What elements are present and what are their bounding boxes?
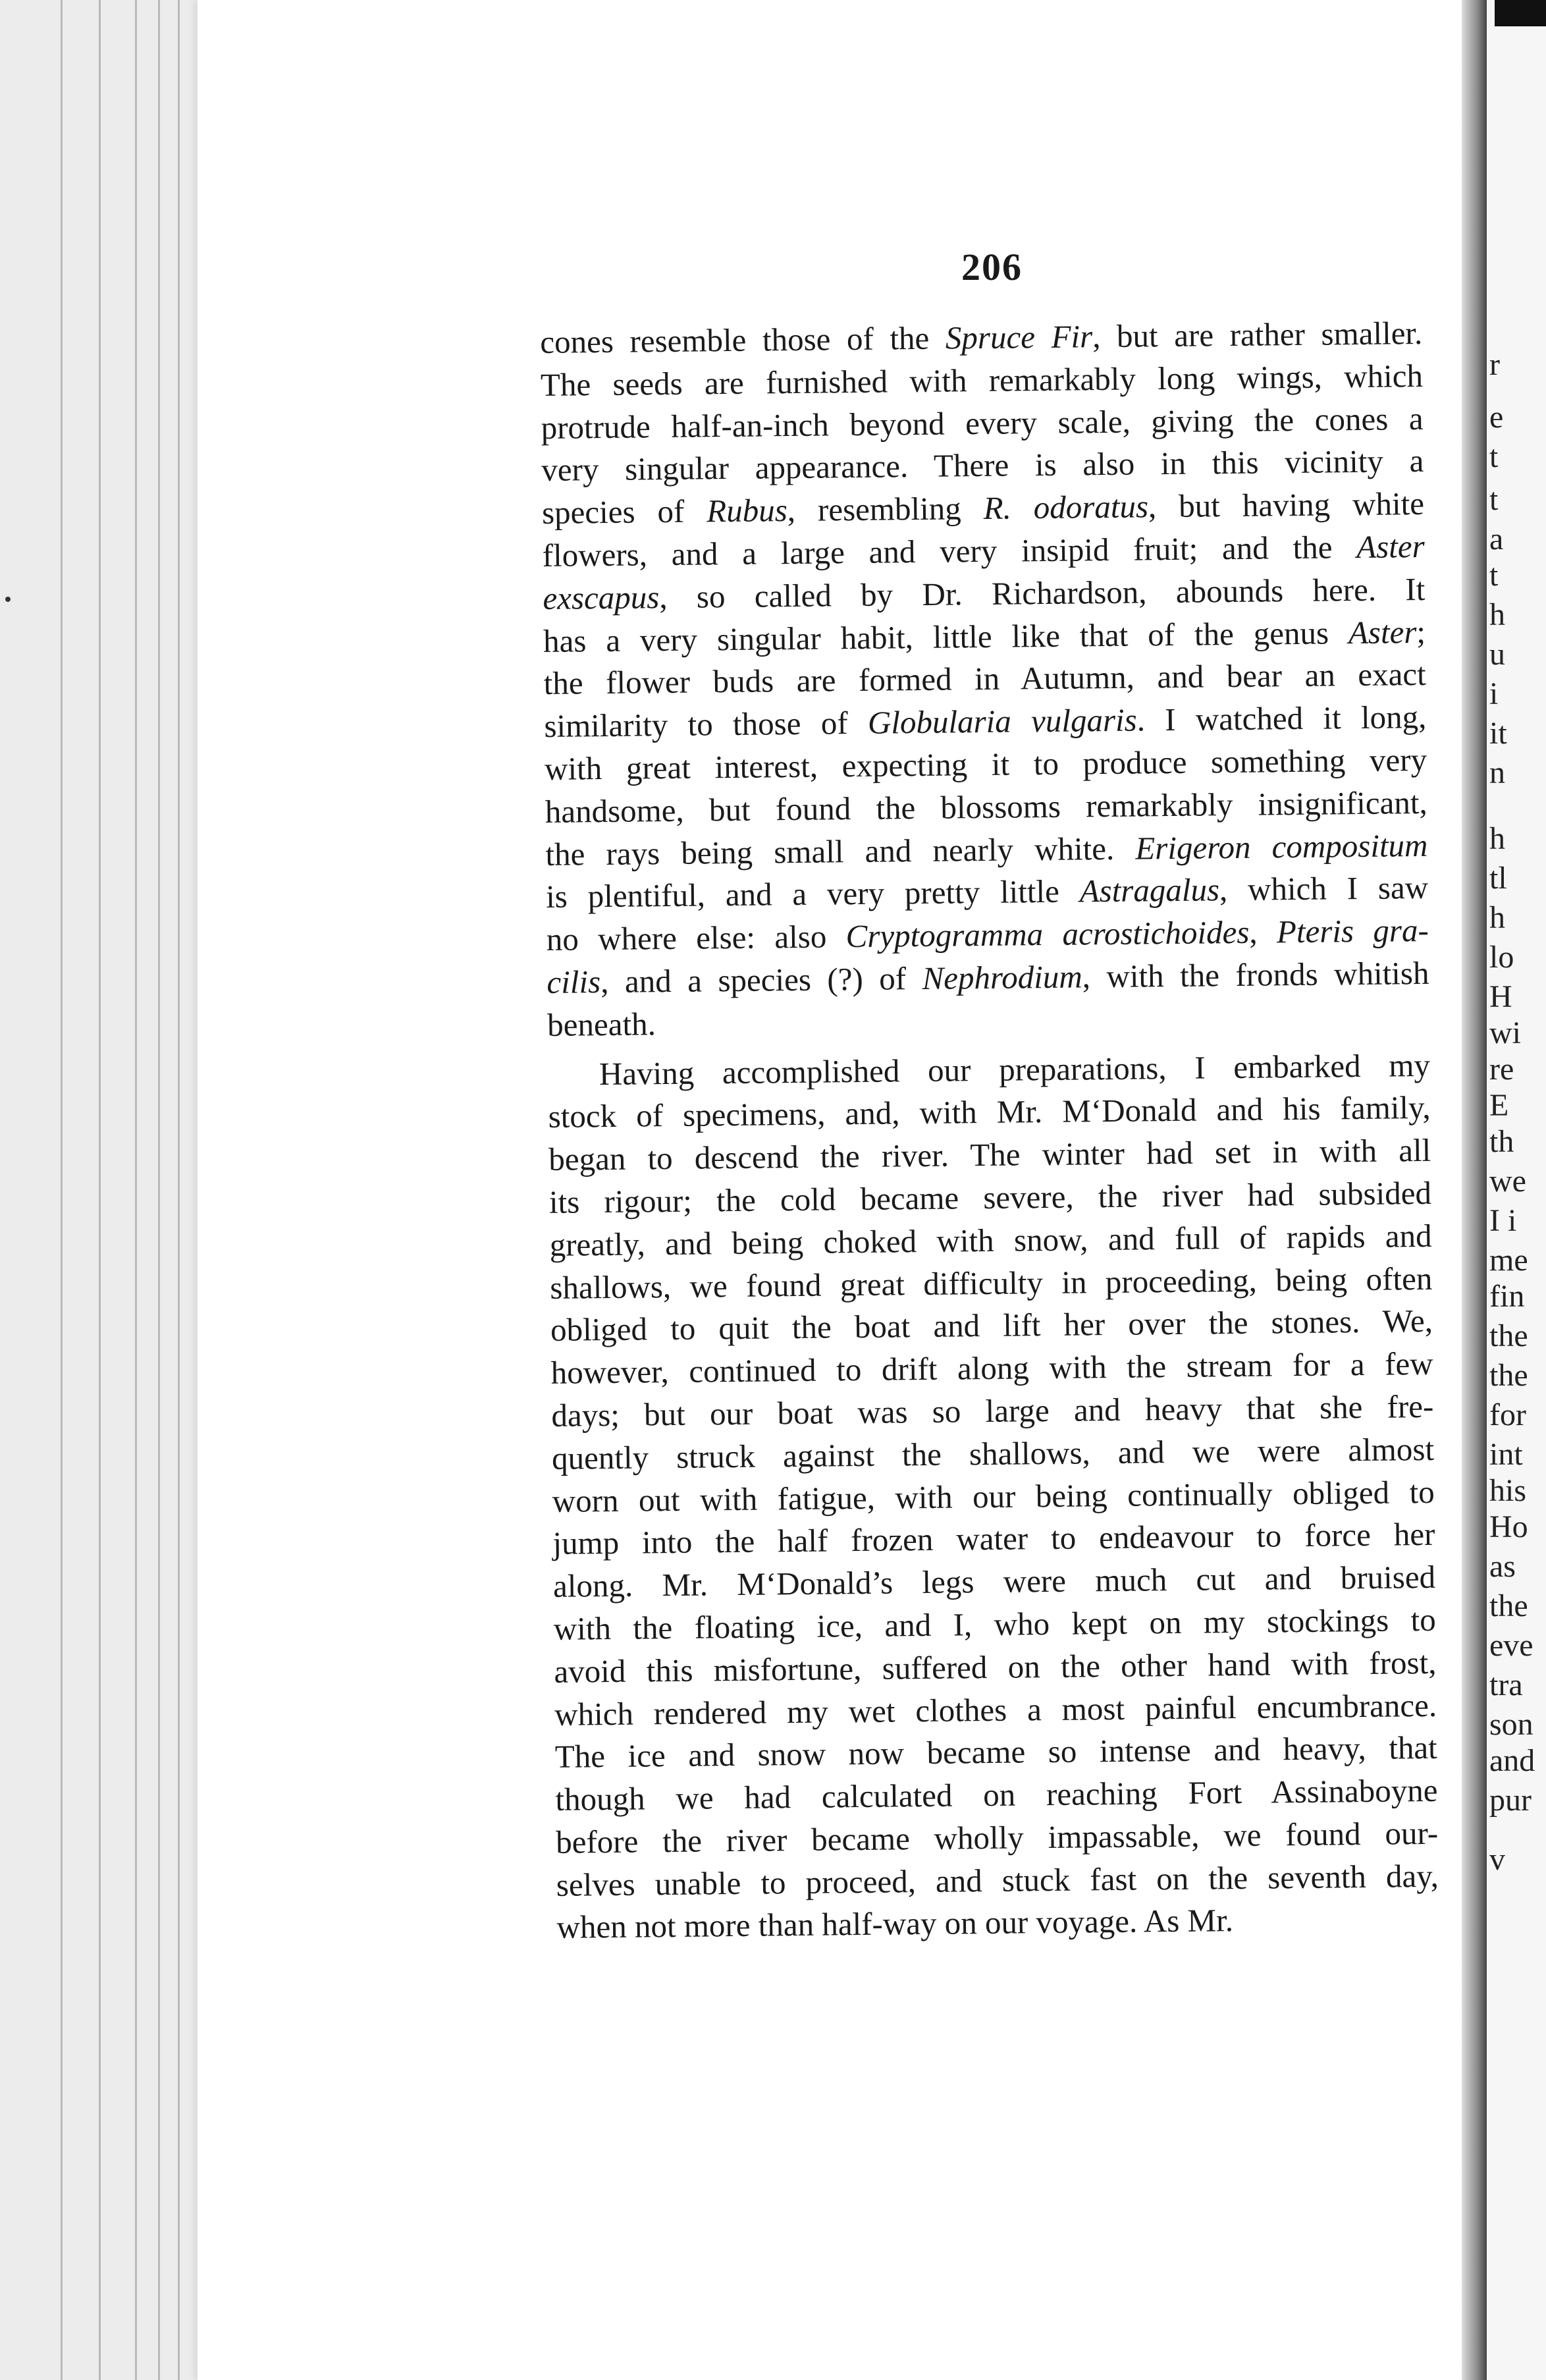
text-line: The seeds are furnished with remarkably long wings, which: [540, 357, 1424, 403]
text-line: however, continued to drift along with the stream for a few: [550, 1345, 1433, 1392]
text-line: though we had calculated on reaching Fort Assinaboyne: [555, 1771, 1438, 1818]
adjacent-page: [1487, 0, 1546, 2380]
adjacent-page-fragment: eve: [1489, 1628, 1533, 1663]
text-line: flowers, and a large and very insipid fruit; and the Aster: [542, 527, 1425, 574]
adjacent-page-fragment: i: [1489, 676, 1499, 711]
paragraph: [540, 312, 1429, 1047]
text-line: has a very singular habit, little like that of the genus Aster;: [543, 613, 1426, 659]
text-line: worn out with fatigue, with our being continually obliged to: [552, 1473, 1435, 1519]
adjacent-page-fragment: the: [1489, 1588, 1528, 1623]
italic-term: Aster: [1348, 613, 1417, 651]
text-line: days; but our boat was so large and heavy that she fre-: [551, 1388, 1434, 1434]
text-line: exscapus, so called by Dr. Richardson, abounds here. It: [543, 570, 1426, 616]
adjacent-page-fragment: the: [1489, 1318, 1528, 1353]
text-line: similarity to those of Globularia vulgaris. I watched it long,: [544, 699, 1427, 745]
italic-term: Nephrodium: [922, 958, 1083, 996]
italic-term: Erigeron compositum: [1135, 826, 1428, 867]
italic-term: Globularia vulgaris: [867, 701, 1137, 741]
adjacent-page-fragment: his: [1489, 1473, 1527, 1508]
text-line: handsome, but found the blossoms remarkably insignificant,: [545, 784, 1428, 830]
italic-term: Aster: [1356, 527, 1425, 566]
text-line: when not more than half-way on our voyage. As Mr.: [556, 1902, 1234, 1946]
adjacent-page-fragment: n: [1489, 755, 1505, 790]
text-line: its rigour; the cold became severe, the river had subsided: [548, 1174, 1432, 1220]
text-line: the rays being small and nearly white. Erigeron compositum: [545, 826, 1428, 873]
italic-term: Pteris gra-: [1276, 912, 1429, 950]
italic-term: exscapus: [543, 578, 660, 616]
page-edge-line: [61, 0, 63, 2380]
text-line: selves unable to proceed, and stuck fast on the seventh day,: [556, 1857, 1439, 1903]
text-line: cilis, and a species (?) of Nephrodium, with the fronds whitish: [546, 954, 1429, 1000]
adjacent-page-fragment: a: [1489, 522, 1504, 556]
page-edge-line: [99, 0, 101, 2380]
text-line: with great interest, expecting it to produce something very: [544, 741, 1427, 787]
italic-term: Rubus: [706, 492, 788, 529]
text-line: species of Rubus, resembling R. odoratus, but having white: [541, 485, 1425, 531]
text-line: the flower buds are formed in Autumn, and bear an exact: [543, 656, 1426, 702]
text-line: with the floating ice, and I, who kept on my stockings to: [553, 1601, 1437, 1647]
adjacent-page-fragment: the: [1489, 1358, 1528, 1393]
text-line: stock of specimens, and, with Mr. M‘Donald and his family,: [548, 1089, 1431, 1135]
text-line: is plentiful, and a very pretty little Astragalus, which I saw: [545, 869, 1429, 915]
adjacent-page-fragment: t: [1489, 558, 1499, 593]
stray-mark: [5, 597, 11, 602]
page-number: 206: [961, 246, 1023, 288]
italic-term: Astragalus: [1079, 871, 1220, 909]
adjacent-page-fragment: t: [1489, 482, 1499, 517]
adjacent-page-fragment: it: [1489, 716, 1507, 751]
adjacent-page-fragment: tra: [1489, 1667, 1523, 1702]
text-line: shallows, we found great difficulty in proceeding, being often: [550, 1260, 1433, 1306]
text-line: beneath.: [546, 1005, 656, 1043]
adjacent-page-fragment: fin: [1489, 1279, 1525, 1314]
page-edge-line: [135, 0, 137, 2380]
adjacent-page-fragment: we: [1489, 1164, 1526, 1199]
adjacent-page-fragment: e: [1489, 400, 1504, 435]
adjacent-page-fragment: I i: [1489, 1203, 1517, 1238]
paragraph: [548, 1044, 1439, 1949]
italic-term: R. odoratus: [983, 488, 1149, 527]
text-line: cones resemble those of the Spruce Fir, but are rather smaller.: [540, 314, 1423, 360]
adjacent-page-fragment: h: [1489, 821, 1505, 856]
italic-term: Cryptogramma acrostichoides: [845, 913, 1250, 955]
italic-term: Spruce Fir: [945, 318, 1093, 356]
text-line: avoid this misfortune, suffered on the other hand with frost,: [554, 1644, 1437, 1690]
text-line: Having accomplished our preparations, I embarked my: [599, 1046, 1431, 1092]
adjacent-page-fragment: for: [1489, 1397, 1526, 1432]
text-line: before the river became wholly impassable, we found our-: [555, 1814, 1439, 1860]
adjacent-page-fragment: lo: [1489, 940, 1514, 975]
adjacent-page-fragment: h: [1489, 597, 1505, 632]
adjacent-page-fragment: r: [1489, 347, 1500, 382]
adjacent-page-fragment: v: [1489, 1842, 1505, 1877]
adjacent-page-fragment: u: [1489, 637, 1505, 672]
text-line: greatly, and being choked with snow, and full of rapids and: [549, 1217, 1432, 1263]
text-line: obliged to quit the boat and lift her over the stones. We,: [550, 1303, 1433, 1349]
adjacent-page-fragment: tl: [1489, 861, 1507, 896]
text-line: quently struck against the shallows, and we were almost: [551, 1430, 1435, 1476]
adjacent-page-fragment: pur: [1489, 1783, 1532, 1818]
adjacent-page-fragment: me: [1489, 1243, 1528, 1278]
italic-term: cilis: [546, 963, 601, 1000]
body-text: [540, 312, 1439, 1949]
text-line: no where else: also Cryptogramma acrostichoides, Pteris gra-: [546, 912, 1429, 958]
adjacent-page-fragment: int: [1489, 1437, 1523, 1472]
adjacent-page-fragment: t: [1489, 439, 1499, 474]
adjacent-page-fragment: and: [1489, 1743, 1535, 1778]
text-line: jump into the half frozen water to endeavour to force her: [552, 1516, 1435, 1562]
adjacent-page-fragment: Ho: [1489, 1509, 1528, 1544]
text-line: which rendered my wet clothes a most painful encumbrance.: [554, 1687, 1437, 1733]
scan-corner: [1495, 0, 1546, 26]
book-gutter: [1462, 0, 1488, 2380]
adjacent-page-fragment: as: [1489, 1549, 1516, 1584]
page-edge-stack: [0, 0, 217, 2380]
adjacent-page-fragment: H: [1489, 979, 1512, 1014]
page-edge-line: [158, 0, 160, 2380]
adjacent-page-fragment: wi: [1489, 1015, 1521, 1050]
text-line: began to descend the river. The winter had set in with all: [548, 1132, 1431, 1178]
text-line: protrude half-an-inch beyond every scale, giving the cones a: [541, 400, 1424, 446]
adjacent-page-fragment: h: [1489, 900, 1505, 935]
adjacent-page-fragment: E: [1489, 1088, 1509, 1123]
adjacent-page-fragment: re: [1489, 1052, 1514, 1087]
text-line: very singular appearance. There is also in this vicinity a: [541, 443, 1424, 489]
text-line: The ice and snow now became so intense and heavy, that: [554, 1729, 1438, 1775]
page-edge-line: [178, 0, 180, 2380]
adjacent-page-fragment: th: [1489, 1124, 1514, 1159]
adjacent-page-fragment: son: [1489, 1707, 1533, 1742]
text-line: along. Mr. M‘Donald’s legs were much cut and bruised: [552, 1558, 1436, 1605]
